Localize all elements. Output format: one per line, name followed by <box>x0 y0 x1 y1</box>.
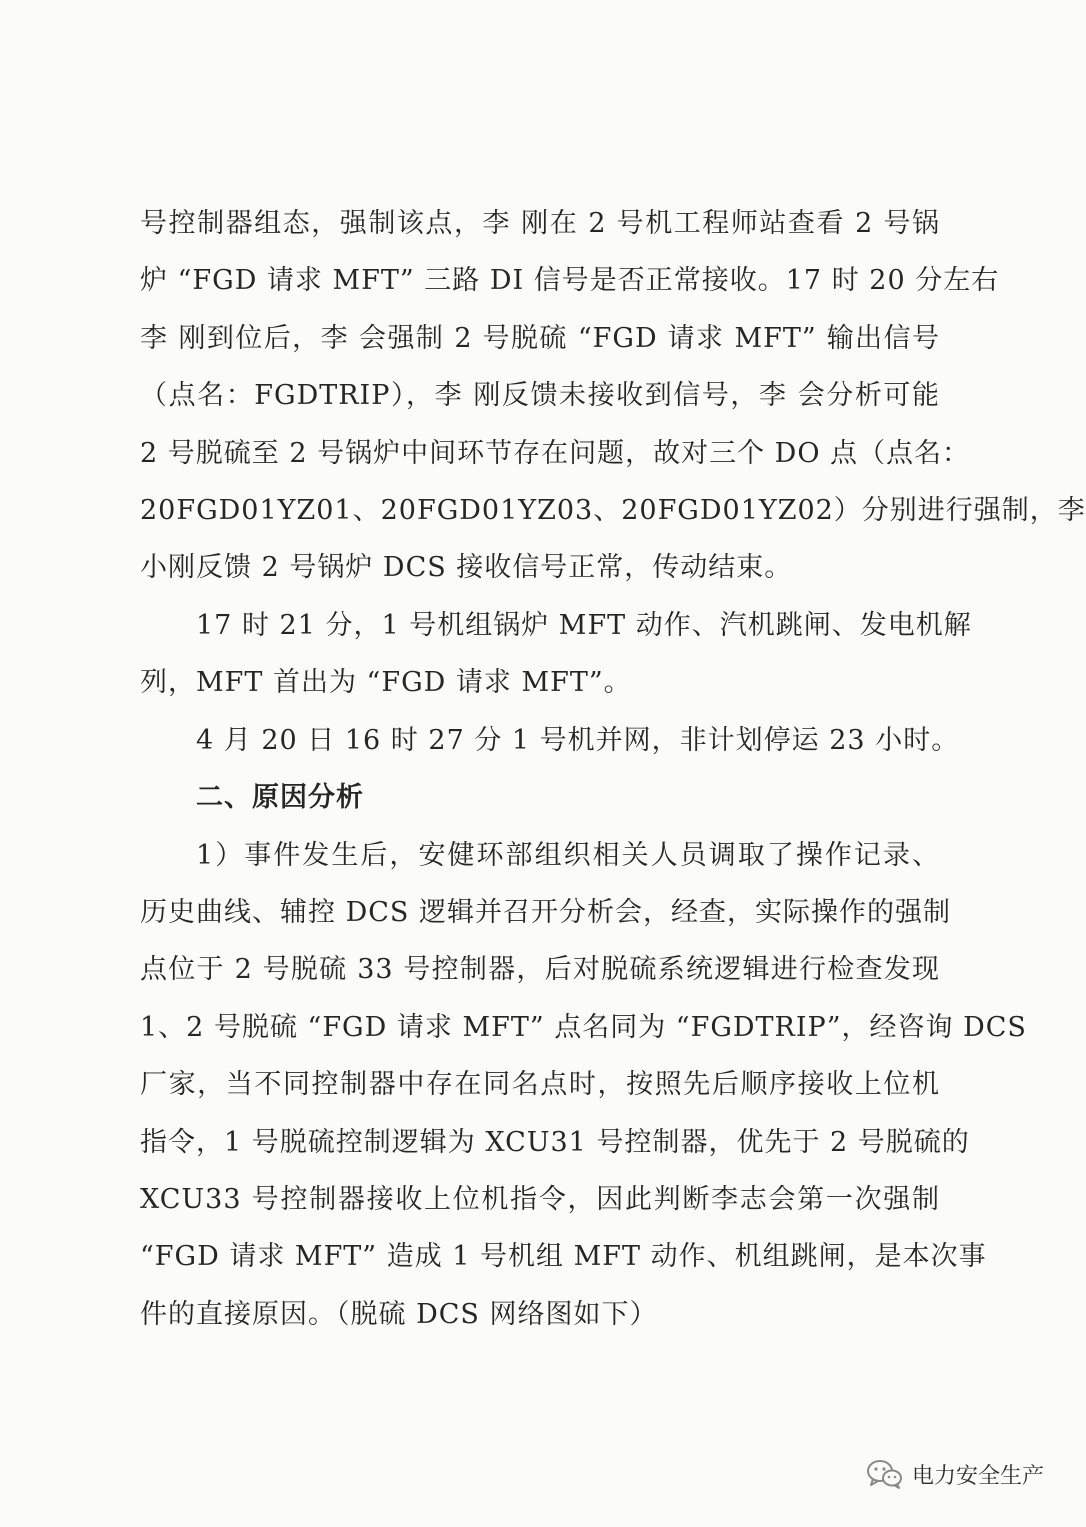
text-line: 小刚反馈 2 号锅炉 DCS 接收信号正常，传动结束。 <box>140 552 793 583</box>
text-line: 17 时 21 分，1 号机组锅炉 MFT 动作、汽机跳闸、发电机解 <box>196 610 972 641</box>
text-line: 号控制器组态，强制该点，李 刚在 2 号机工程师站查看 2 号锅 <box>140 208 940 239</box>
text-line: 李 刚到位后，李 会强制 2 号脱硫 “FGD 请求 MFT” 输出信号 <box>140 323 940 354</box>
text-line: 点位于 2 号脱硫 33 号控制器，后对脱硫系统逻辑进行检查发现 <box>140 954 940 985</box>
text-line: 1）事件发生后，安健环部组织相关人员调取了操作记录、 <box>196 840 940 871</box>
wechat-icon <box>866 1458 904 1490</box>
text-line: 20FGD01YZ01、20FGD01YZ03、20FGD01YZ02）分别进行强制，李 <box>140 495 1086 526</box>
text-line: 2 号脱硫至 2 号锅炉中间环节存在问题，故对三个 DO 点（点名： <box>140 438 971 469</box>
text-line: XCU33 号控制器接收上位机指令，因此判断李志会第一次强制 <box>140 1184 940 1215</box>
watermark <box>866 1452 1044 1496</box>
watermark-text: 电力安全生产 <box>911 1463 1044 1489</box>
text-line: 厂家，当不同控制器中存在同名点时，按照先后顺序接收上位机 <box>140 1069 940 1100</box>
text-line: “FGD 请求 MFT” 造成 1 号机组 MFT 动作、机组跳闸，是本次事 <box>140 1241 987 1272</box>
text-line: （点名：FGDTRIP），李 刚反馈未接收到信号，李 会分析可能 <box>140 380 940 411</box>
text-line: 1、2 号脱硫 “FGD 请求 MFT” 点名同为 “FGDTRIP”，经咨询 DCS <box>140 1012 1027 1043</box>
text-line: 炉 “FGD 请求 MFT” 三路 DI 信号是否正常接收。17 时 20 分左右 <box>140 265 1000 296</box>
text-line: 列，MFT 首出为 “FGD 请求 MFT”。 <box>140 667 632 698</box>
text-line: 历史曲线、辅控 DCS 逻辑并召开分析会，经查，实际操作的强制 <box>140 897 951 928</box>
text-line: 指令，1 号脱硫控制逻辑为 XCU31 号控制器，优先于 2 号脱硫的 <box>140 1127 970 1158</box>
section-heading: 二、原因分析 <box>196 782 364 813</box>
text-line: 件的直接原因。（脱硫 DCS 网络图如下） <box>140 1299 658 1330</box>
text-line: 4 月 20 日 16 时 27 分 1 号机并网，非计划停运 23 小时。 <box>196 725 960 756</box>
